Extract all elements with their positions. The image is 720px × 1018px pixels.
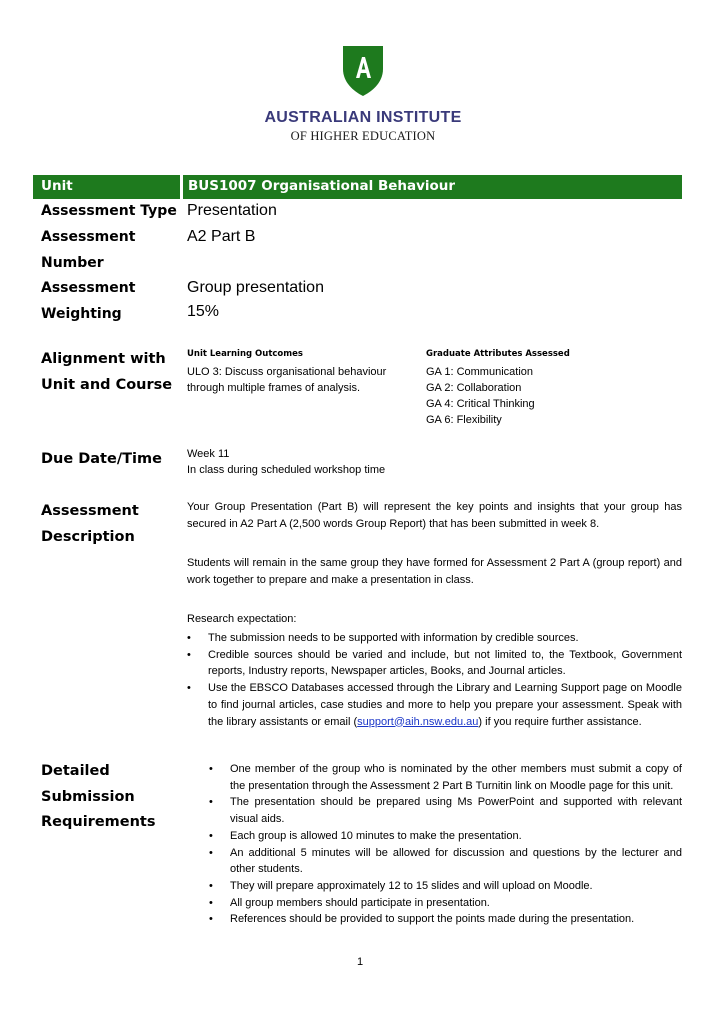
research-bullet-list — [187, 630, 682, 730]
list-item: • The presentation should be prepared using Ms PowerPoint and supported with relevant visual aids. — [209, 794, 682, 827]
page-number: 1 — [356, 956, 364, 968]
assessment-weighting-label: Assessment Weighting — [41, 280, 136, 322]
submission-label: Detailed Submission Requirements — [41, 763, 156, 830]
list-item: • All group members should participate in presentation. — [209, 895, 682, 912]
ulo-heading: Unit Learning Outcomes — [187, 349, 303, 359]
due-date-label: Due Date/Time — [41, 451, 162, 467]
alignment-label: Alignment with Unit and Course — [41, 351, 173, 393]
list-item: • The submission needs to be supported with information by credible sources. — [187, 630, 682, 647]
ga-list: GA 1: Communication GA 2: Collaboration GA 4: Critical Thinking GA 6: Flexibility — [426, 366, 535, 426]
header-divider — [180, 175, 183, 199]
description-label: Assessment Description — [41, 503, 139, 545]
assessment-number-value: A2 Part B — [187, 228, 256, 245]
assessment-type-value: Presentation — [187, 202, 277, 219]
due-date-value: Week 11 In class during scheduled workshop time — [187, 448, 386, 476]
weighting-percent-value: 15% — [187, 303, 220, 320]
submission-bullet-list — [209, 761, 682, 928]
weighting-type-value: Group presentation — [187, 279, 324, 296]
list-item: • References should be provided to support the points made during the presentation. — [209, 911, 682, 928]
description-paragraph-1: Your Group Presentation (Part B) will represent the key points and insights that your group has secured in A2 Part A (2,500 words Group Report) that has been submitted in week 8. — [187, 501, 682, 530]
research-heading: Research expectation: — [187, 613, 297, 625]
logo-line2: OF HIGHER EDUCATION — [290, 129, 436, 143]
institute-logo — [258, 45, 468, 145]
assessment-number-label: Assessment Number — [41, 229, 136, 271]
shield-logo-icon — [342, 45, 384, 97]
list-item: • One member of the group who is nominated by the other members must submit a copy of the presentation through the Assessment 2 Part B Turnitin link on Moodle page for this unit. — [209, 761, 682, 794]
list-item: • They will prepare approximately 12 to 15 slides and will upload on Moodle. — [209, 878, 682, 895]
ulo-text: ULO 3: Discuss organisational behaviour through multiple frames of analysis. — [187, 366, 387, 394]
list-item: • Credible sources should be varied and include, but not limited to, the Textbook, Government reports, Industry reports, Newspaper articles, Books, and Journal articles. — [187, 647, 682, 680]
unit-label: Unit — [41, 178, 73, 194]
list-item: • Use the EBSCO Databases accessed through the Library and Learning Support page on Moodle to find journal articles, case studies and more to help you prepare your assessment. Speak with the library assistants or email (support@aih.nsw.edu.au) if you require further assistance. — [187, 680, 682, 730]
support-email-link[interactable]: support@aih.nsw.edu.au — [357, 715, 479, 728]
list-item: • An additional 5 minutes will be allowed for discussion and questions by the lecturer and other students. — [209, 845, 682, 878]
list-item: • Each group is allowed 10 minutes to make the presentation. — [209, 828, 682, 845]
ga-heading: Graduate Attributes Assessed — [426, 349, 570, 359]
unit-title: BUS1007 Organisational Behaviour — [188, 178, 456, 194]
assessment-type-label: Assessment Type — [41, 203, 177, 219]
logo-line1: AUSTRALIAN INSTITUTE — [264, 109, 462, 126]
description-paragraph-2: Students will remain in the same group they have formed for Assessment 2 Part A (group report) and work together to prepare and make a presentation in class. — [187, 557, 682, 586]
